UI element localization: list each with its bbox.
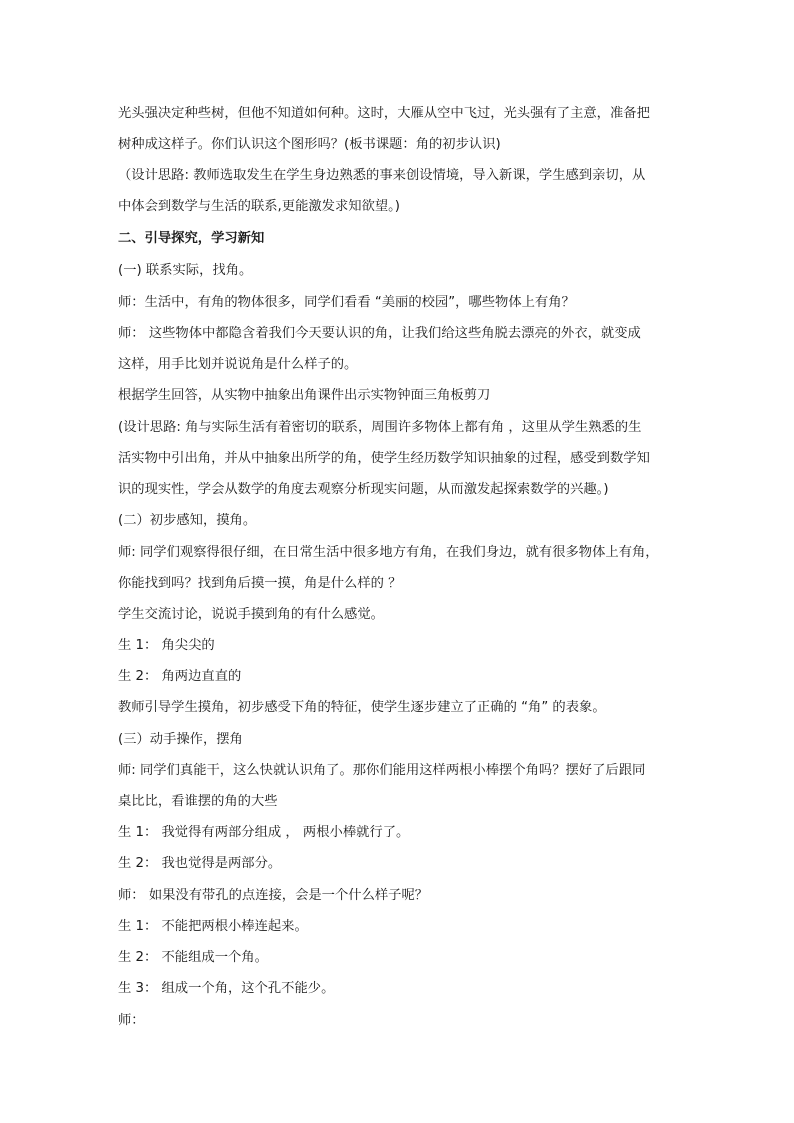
text-line: (设计思路: 角与实际生活有着密切的联系，周围许多物体上都有角 ，这里从学生熟悉的生 xyxy=(118,420,642,435)
text-line: 你能找到吗？找到角后摸一摸，角是什么样的 ？ xyxy=(118,576,402,591)
text-line: 师: 同学们观察得很仔细，在日常生活中很多地方有角，在我们身边，就有很多物体上有角， xyxy=(118,545,659,560)
dialogue-line: 生 1： 角尖尖的 xyxy=(118,638,215,653)
dialogue-line: 生 1： 不能把两根小棒连起来。 xyxy=(118,919,308,934)
text-line: 树种成这样子。你们认识这个图形吗？(板书课题：角的初步认识) xyxy=(118,137,501,152)
dialogue-line: 师： xyxy=(118,1013,145,1028)
text-line: 中体会到数学与生活的联系,更能激发求知欲望。) xyxy=(118,199,400,214)
text-line: 光头强决定种些树，但他不知道如何种。这时，大雁从空中飞过，光头强有了主意，准备把 xyxy=(118,106,650,121)
dialogue-line: 生 3： 组成一个角，这个孔不能少。 xyxy=(118,981,335,996)
text-line: 师： 这些物体中都隐含着我们今天要认识的角，让我们给这些角脱去漂亮的外衣，就变成 xyxy=(118,326,641,341)
dialogue-line: 生 2： 我也觉得是两部分。 xyxy=(118,856,282,871)
text-line: 这样，用手比划并说说角是什么样子的。 xyxy=(118,357,358,372)
section-heading: 二、引导探究，学习新知 xyxy=(118,231,265,246)
text-line: 根据学生回答，从实物中抽象出角课件出示实物钟面三角板剪刀 xyxy=(118,388,491,403)
text-line: 活实物中引出角，并从中抽象出所学的角，使学生经历数学知识抽象的过程，感受到数学知 xyxy=(118,451,650,466)
dialogue-line: 师： 如果没有带孔的点连接，会是一个什么样子呢？ xyxy=(118,888,429,903)
dialogue-line: 生 2： 不能组成一个角。 xyxy=(118,950,268,965)
text-line: 识的现实性，学会从数学的角度去观察分析现实问题，从而激发起探索数学的兴趣。) xyxy=(118,482,609,497)
dialogue-line: 生 1： 我觉得有两部分组成 ， 两根小棒就行了。 xyxy=(118,825,410,840)
subsection-heading: (三）动手操作，摆角 xyxy=(118,732,243,747)
text-line: 师: 同学们真能干，这么快就认识角了。那你们能用这样两根小棒摆个角吗？摆好了后跟同 xyxy=(118,763,646,778)
subsection-heading: (二）初步感知，摸角。 xyxy=(118,513,257,528)
text-line: 教师引导学生摸角，初步感受下角的特征，使学生逐步建立了正确的 “角” 的表象。 xyxy=(118,700,606,715)
dialogue-line: 生 2： 角两边直直的 xyxy=(118,669,242,684)
text-line: 学生交流讨论，说说手摸到角的有什么感觉。 xyxy=(118,607,384,622)
text-line: 桌比比，看谁摆的角的大些 xyxy=(118,794,278,809)
text-line: 师：生活中，有角的物体很多，同学们看看 “美丽的校园”，哪些物体上有角？ xyxy=(118,295,575,310)
subsection-heading: (一) 联系实际，找角。 xyxy=(118,263,253,278)
text-line: （设计思路: 教师选取发生在学生身边熟悉的事来创设情境，导入新课，学生感到亲切，从 xyxy=(118,168,646,183)
